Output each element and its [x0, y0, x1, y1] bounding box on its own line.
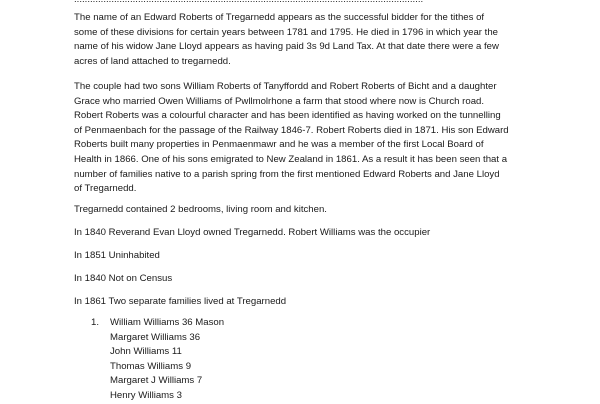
text-line: acres of land attached to tregarnedd.: [74, 55, 231, 67]
list-item: Margaret Williams 36: [110, 331, 201, 343]
text-line: In 1851 Uninhabited: [74, 250, 160, 261]
paragraph-1851: [74, 249, 594, 264]
text-line: Roberts built many properties in Penmaenmawr and he was a member of the first Local Board of: [74, 139, 484, 151]
text-line: The name of an Edward Roberts of Tregarnedd appears as the successful bidder for the tithes of: [74, 12, 485, 23]
text-line: In 1861 Two separate families lived at Tregarnedd: [74, 296, 287, 307]
list-item: Henry Williams 3: [110, 389, 182, 401]
cut-off-text-line: [74, 0, 594, 6]
paragraph-1861: [74, 295, 594, 310]
text-line: The couple had two sons William Roberts of Tanyffordd and Robert Roberts of Bicht and a daughter: [74, 81, 497, 92]
paragraph-couple-sons: [74, 80, 594, 197]
text-line: Health in 1866. One of his sons emigrated to New Zealand in 1861. As a result it has been seen that a: [74, 153, 508, 165]
text-line: Grace who married Owen Williams of Pwllmolrhone a farm that stood where now is Church road.: [74, 95, 485, 107]
text-line: In 1840 Not on Census: [74, 273, 173, 284]
paragraph-rooms: [74, 203, 594, 218]
paragraph-1840-census: [74, 272, 594, 287]
text-line: In 1840 Reverand Evan Lloyd owned Tregarnedd. Robert Williams was the occupier: [74, 227, 431, 238]
list-item: William Williams 36 Mason: [110, 317, 225, 328]
list-items: [110, 316, 224, 404]
list-item: Margaret J Williams 7: [110, 375, 203, 387]
list-item: Thomas Williams 9: [110, 360, 192, 372]
list-number: 1.: [91, 317, 100, 328]
paragraph-1840-owner: [74, 226, 594, 241]
text-line: of Penmaenbach for the passage of the Railway 1846-7. Robert Roberts died in 1871. His son Edward: [74, 124, 509, 136]
text-line: Tregarnedd contained 2 bedrooms, living room and kitchen.: [74, 204, 327, 215]
text-line: some of these divisions for certain years between 1781 and 1795. He died in 1796 in which year the: [74, 26, 498, 38]
text-line: number of families native to a parish spring from the first mentioned Edward Roberts and Jane Lloyd: [74, 168, 500, 180]
text-line: Robert Roberts was a colourful character and has been identified as having worked on the tunnelling: [74, 110, 501, 122]
text-line: of Tregarnedd.: [74, 183, 137, 195]
text-line: name of his widow Jane Lloyd appears as having paid 3s 9d Land Tax. At that date there were a few: [74, 41, 499, 53]
list-item: John Williams 11: [110, 346, 182, 358]
paragraph-edward-roberts: [74, 11, 594, 69]
